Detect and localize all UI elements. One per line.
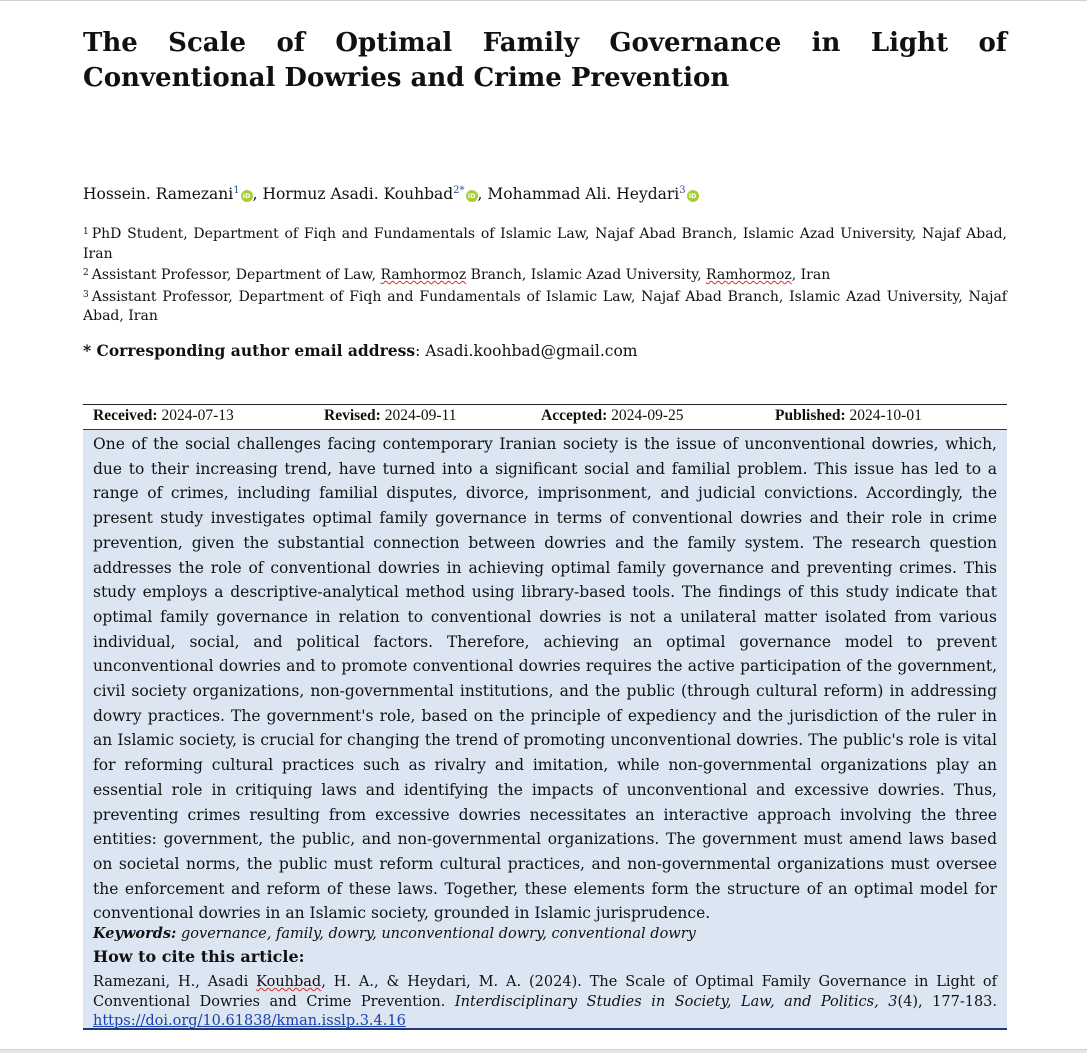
affiliations (83, 223, 1007, 327)
bottom-rule (0, 1049, 1087, 1053)
cite-heading: How to cite this article: (93, 947, 305, 966)
orcid-icon[interactable]: iD (466, 190, 478, 202)
author-name: Hossein. Ramezani (83, 185, 234, 203)
abstract-text: One of the social challenges facing contemporary Iranian society is the issue of unconventional dowries, which, due to their increasing trend, have turned into a significant social and familial problem. This issue has led to a range of crimes, including familial disputes, divorce, imprisonment, and judicial convictions. Accordingly, the present study investigates optimal family governance in terms of conventional dowries and their role in crime prevention, given the substantial connection between dowries and the family system. The research question addresses the role of conventional dowries in achieving optimal family governance and preventing crimes. This study employs a descriptive-analytical method using library-based tools. The findings of this study indicate that optimal family governance in relation to conventional dowries is not a unilateral matter isolated from various individual, social, and political factors. Therefore, achieving an optimal governance model to prevent unconventional dowries and to promote conventional dowries requires the active participation of the government, civil society organizations, non-governmental institutions, and the public (through cultural reform) in addressing dowry practices. The government's role, based on the principle of expediency and the jurisdiction of the ruler in an Islamic society, is crucial for changing the trend of promoting unconventional dowries. The public's role is vital for reforming cultural practices such as rivalry and imitation, while non-governmental organizations play an essential role in critiquing laws and identifying the impacts of unconventional and excessive dowries. Thus, preventing crimes resulting from excessive dowries necessitates an interactive approach involving the three entities: government, the public, and non-governmental organizations. The government must amend laws based on societal norms, the public must reform cultural practices, and non-governmental organizations must oversee the enforcement and reform of these laws. Together, these elements form the structure of an optimal model for conventional dowries in an Islamic society, grounded in Islamic jurisprudence. (93, 435, 997, 923)
abstract-box (83, 430, 1007, 1030)
corresponding-author: * Corresponding author email address: Asadi.koohbad@gmail.com (83, 341, 638, 360)
author-affiliation-mark: 3 (679, 185, 686, 196)
author-name: Mohammad Ali. Heydari (487, 185, 680, 203)
paper-title: The Scale of Optimal Family Governance in Light of Conventional Dowries and Crime Prevention (83, 28, 1007, 93)
keywords-list: governance, family, dowry, unconventional dowry, conventional dowry (181, 926, 696, 942)
received-date: Received: 2024-07-13 (93, 407, 234, 424)
keywords (93, 924, 997, 944)
orcid-icon[interactable]: iD (241, 190, 253, 202)
corresponding-label: * Corresponding author email address (83, 341, 416, 360)
article-dates-bar (83, 404, 1007, 430)
orcid-icon[interactable]: iD (687, 190, 699, 202)
top-rule (0, 0, 1087, 1)
corresponding-email[interactable]: Asadi.koohbad@gmail.com (425, 342, 638, 360)
citation-text: Ramezani, H., Asadi Kouhbad, H. A., & Heydari, M. A. (2024). The Scale of Optimal Family Governance in Light of Conventional Dowries and Crime Prevention. Interdisciplinary Studies in Society, Law, and Politics, 3(4), 177-183. https://doi.org/10.61838/kman.isslp.3.4.16 (93, 974, 998, 1029)
revised-date: Revised: 2024-09-11 (324, 407, 457, 424)
author-affiliation-mark: 2* (453, 185, 465, 196)
author-name: Hormuz Asadi. Kouhbad (262, 185, 454, 203)
author-affiliation-mark: 1 (233, 185, 240, 196)
accepted-date: Accepted: 2024-09-25 (541, 407, 684, 424)
affiliation-3: $^3$ Assistant Professor, Department of Fiqh and Fundamentals of Islamic Law, Najaf Abad Branch, Islamic Azad University, Najaf Abad, Iran (83, 288, 1007, 324)
doi-link[interactable]: https://doi.org/10.61838/kman.isslp.3.4.16 (93, 1013, 406, 1029)
keywords-label: Keywords: (93, 925, 177, 942)
author-list: Hossein. Ramezani$^1$ iD , Hormuz Asadi. Kouhbad$^{2*}$ iD , Mohammad Ali. Heydari$^3$ iD (83, 180, 1007, 205)
published-date: Published: 2024-10-01 (775, 407, 922, 424)
affiliation-1: $^1$ PhD Student, Department of Fiqh and Fundamentals of Islamic Law, Najaf Abad Branch, Islamic Azad University, Najaf Abad, Iran (83, 226, 1007, 262)
affiliation-2: $^2$ Assistant Professor, Department of Law, Ramhormoz Branch, Islamic Azad University, Ramhormoz, Iran (83, 267, 831, 283)
